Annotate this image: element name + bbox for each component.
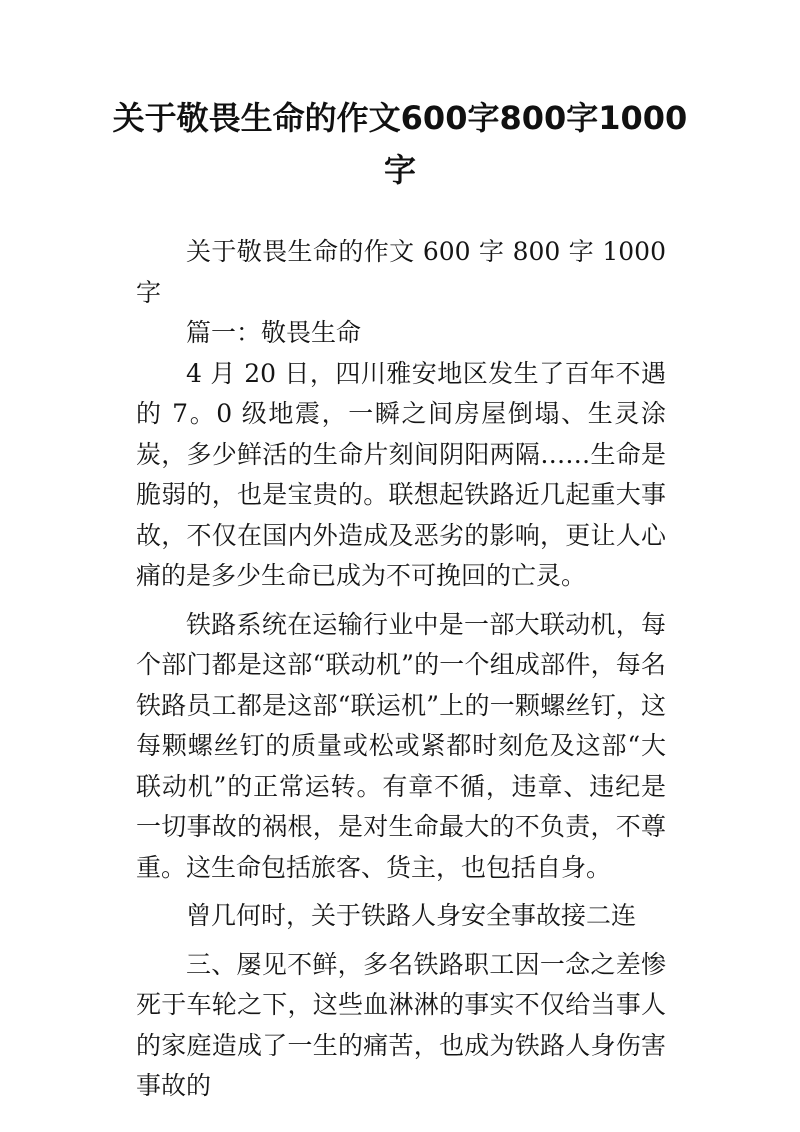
paragraph-heading: 关于敬畏生命的作文 600 字 800 字 1000 字 [136, 237, 666, 307]
paragraph-section-title: 篇一：敬畏生命 [186, 318, 362, 347]
document-title: 关于敬畏生命的作文600字800字1000字 [112, 99, 688, 189]
paragraph-earthquake: 4 月 20 日，四川雅安地区发生了百年不遇的 7。0 级地震，一瞬之间房屋倒塌、生灵涂炭，多少鲜活的生命片刻间阴阳两隔……生命是脆弱的，也是宝贵的。联想起铁路近几起重大事故，不仅在国内外造成及恶劣的影响，更让人心痛的是多少生命已成为不可挽回的亡灵。 [136, 358, 666, 590]
paragraph-accidents: 三、屡见不鲜，多名铁路职工因一念之差惨死于车轮之下，这些血淋淋的事实不仅给当事人的家庭造成了一生的痛苦，也成为铁路人身伤害事故的 [136, 949, 666, 1100]
document-body [136, 232, 666, 1107]
paragraph-once: 曾几何时，关于铁路人身安全事故接二连 [186, 901, 637, 930]
paragraph-railway-system: 铁路系统在运输行业中是一部大联动机，每个部门都是这部“联动机”的一个组成部件，每名铁路员工都是这部“联运机”上的一颗螺丝钉，这每颗螺丝钉的质量或松或紧都时刻危及这部“大联动机”的正常运转。有章不循，违章、违纪是一切事故的祸根，是对生命最大的不负责，不尊重。这生命包括旅客、货主，也包括自身。 [136, 609, 666, 882]
